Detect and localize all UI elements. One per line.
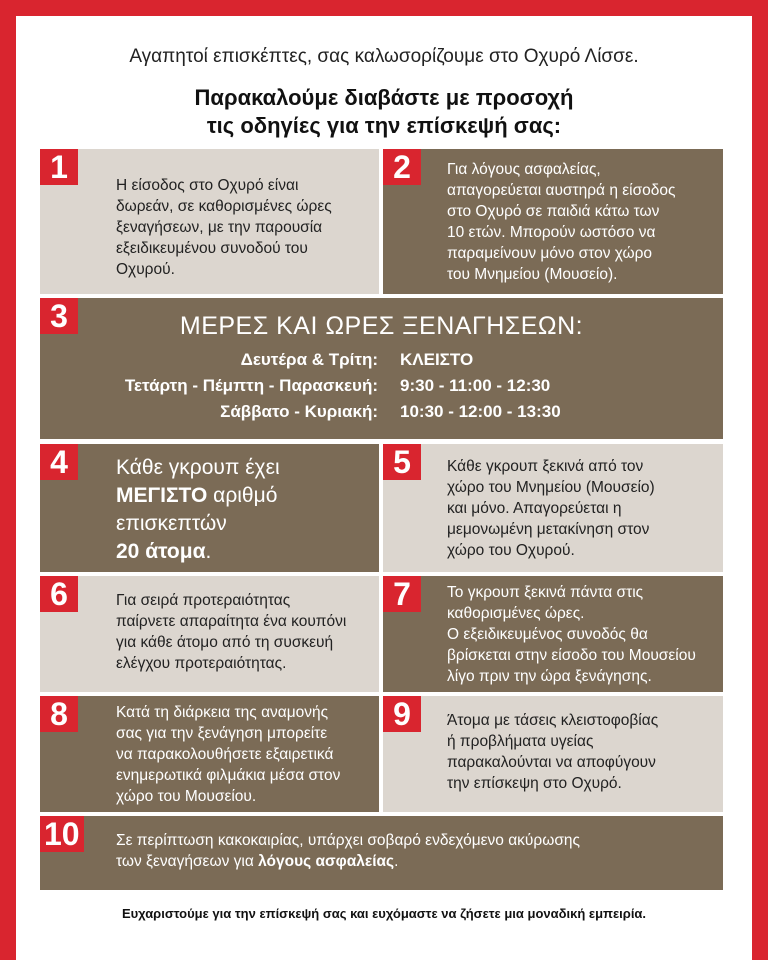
rule-2-line: του Μνημείου (Μουσείο).	[447, 266, 618, 283]
welcome-text: Αγαπητοί επισκέπτες, σας καλωσορίζουμε στο Οχυρό Λίσσε.	[129, 46, 639, 67]
rule-9-number: 9	[383, 696, 421, 732]
rule-2-text	[447, 159, 676, 285]
footer-thanks: Ευχαριστούμε για την επίσκεψή σας και ευχόμαστε να ζήσετε μια μοναδική εμπειρία.	[121, 906, 647, 921]
rule-8-number: 8	[40, 696, 78, 732]
schedule-time: 9:30 - 11:00 - 12:30	[400, 376, 551, 395]
rule-7-line: βρίσκεται στην είσοδο του Μουσείου	[447, 647, 696, 664]
rule-2-line: στο Οχυρό σε παιδιά κάτω των	[447, 203, 660, 220]
schedule-day: Δευτέρα & Τρίτη:	[240, 350, 378, 369]
rule-5-number: 5	[383, 444, 421, 480]
rule-8-line: να παρακολουθήσετε εξαιρετικά	[116, 746, 334, 763]
rule-7-box	[383, 576, 723, 692]
rule-1-number: 1	[40, 149, 78, 185]
rule-8-line: χώρο του Μουσείου.	[116, 788, 257, 805]
page-heading	[16, 84, 752, 140]
rule-1-line: ξεναγήσεων, με την παρουσία	[116, 219, 323, 236]
rule-10-line-pre: των ξεναγήσεων για	[116, 853, 259, 870]
rule-7-text	[447, 582, 696, 687]
rule-5-line: μεμονωμένη μετακίνηση στον	[447, 521, 650, 538]
rule-4-emphasis: ΜΕΓΙΣΤΟ	[116, 484, 208, 507]
rule-4-text	[116, 454, 280, 566]
heading-line-1: Παρακαλούμε διαβάστε με προσοχή	[194, 85, 574, 110]
rule-10-line: Σε περίπτωση κακοκαιρίας, υπάρχει σοβαρό ενδεχόμενο ακύρωσης	[116, 832, 580, 849]
rule-5-text	[447, 456, 655, 561]
rule-5-box	[383, 444, 723, 572]
rule-7-line: καθορισμένες ώρες.	[447, 605, 585, 622]
rule-10-number: 10	[40, 816, 84, 852]
rule-8-line: ενημερωτικά φιλμάκια μέσα στον	[116, 767, 341, 784]
rule-10-line	[116, 851, 580, 872]
rule-6-text	[116, 590, 346, 674]
rule-7-number: 7	[383, 576, 421, 612]
rule-4-emphasis: 20 άτομα	[116, 540, 206, 563]
rule-1-line: Η είσοδος στο Οχυρό είναι	[116, 177, 299, 194]
rule-7-line: λίγο πριν την ώρα ξενάγησης.	[447, 668, 652, 685]
rule-2-line: Για λόγους ασφαλείας,	[447, 161, 601, 178]
rule-8-text	[116, 702, 340, 807]
rule-8-line: σας για την ξενάγηση μπορείτε	[116, 725, 328, 742]
rule-4-line: επισκεπτών	[116, 512, 227, 535]
rule-5-line: Κάθε γκρουπ ξεκινά από τον	[447, 458, 644, 475]
rule-4-box	[40, 444, 379, 572]
rule-2-box	[383, 149, 723, 294]
rule-8-line: Κατά τη διάρκεια της αναμονής	[116, 704, 329, 721]
rule-1-line: Οχυρού.	[116, 261, 175, 278]
rule-4-line	[116, 482, 280, 510]
rule-9-text	[447, 710, 658, 794]
rule-9-line: Άτομα με τάσεις κλειστοφοβίας	[447, 712, 659, 729]
rule-2-line: απαγορεύεται αυστηρά η είσοδος	[447, 182, 676, 199]
rule-2-number: 2	[383, 149, 421, 185]
rule-9-line: ή προβλήματα υγείας	[447, 733, 594, 750]
rule-7-line: Ο εξειδικευμένος συνοδός θα	[447, 626, 648, 643]
rule-2-line: παραμείνουν μόνο στον χώρο	[447, 245, 653, 262]
rule-3-number: 3	[40, 298, 78, 334]
rule-9-line: παρακαλούνται να αποφύγουν	[447, 754, 656, 771]
rule-9-box	[383, 696, 723, 812]
rule-1-text	[116, 175, 332, 280]
schedule-day: Τετάρτη - Πέμπτη - Παρασκευή:	[124, 376, 378, 395]
rule-4-line-rest: .	[205, 540, 212, 563]
schedule-time: 10:30 - 12:00 - 13:30	[400, 402, 561, 421]
rule-4-number: 4	[40, 444, 78, 480]
rule-8-box	[40, 696, 379, 812]
rule-2-line: 10 ετών. Μπορούν ωστόσο να	[447, 224, 656, 241]
rule-4-line-rest: αριθμό	[207, 484, 278, 507]
rule-9-line: την επίσκεψη στο Οχυρό.	[447, 775, 622, 792]
schedule-time: ΚΛΕΙΣΤΟ	[400, 350, 474, 369]
rule-10-line-post: .	[394, 853, 399, 870]
schedule-box	[40, 298, 723, 439]
heading-line-2: τις οδηγίες για την επίσκεψή σας:	[206, 113, 562, 138]
rule-5-line: χώρο του Μνημείου (Μουσείο)	[447, 479, 655, 496]
rule-6-box	[40, 576, 379, 692]
rule-6-line: ελέγχου προτεραιότητας.	[116, 655, 287, 672]
rule-1-line: εξειδικευμένου συνοδού του	[116, 240, 308, 257]
rule-4-line: Κάθε γκρουπ έχει	[116, 456, 280, 479]
notice-page	[16, 16, 752, 960]
schedule-day: Σάββατο - Κυριακή:	[220, 402, 378, 421]
rule-1-box	[40, 149, 379, 294]
rule-5-line: χώρο του Οχυρού.	[447, 542, 575, 559]
rule-6-number: 6	[40, 576, 78, 612]
rule-6-line: για κάθε άτομο από τη συσκευή	[116, 634, 334, 651]
schedule-title: ΜΕΡΕΣ ΚΑΙ ΩΡΕΣ ΞΕΝΑΓΗΣΕΩΝ:	[179, 312, 584, 340]
rule-6-line: Για σειρά προτεραιότητας	[116, 592, 291, 609]
rule-7-line: Το γκρουπ ξεκινά πάντα στις	[447, 584, 644, 601]
rule-10-emphasis: λόγους ασφαλείας	[258, 853, 395, 870]
rule-10-box	[40, 816, 723, 890]
rule-1-line: δωρεάν, σε καθορισμένες ώρες	[116, 198, 332, 215]
rule-5-line: και μόνο. Απαγορεύεται η	[447, 500, 622, 517]
rule-10-text	[116, 830, 580, 872]
rule-6-line: παίρνετε απαραίτητα ένα κουπόνι	[116, 613, 347, 630]
rule-4-line	[116, 538, 280, 566]
